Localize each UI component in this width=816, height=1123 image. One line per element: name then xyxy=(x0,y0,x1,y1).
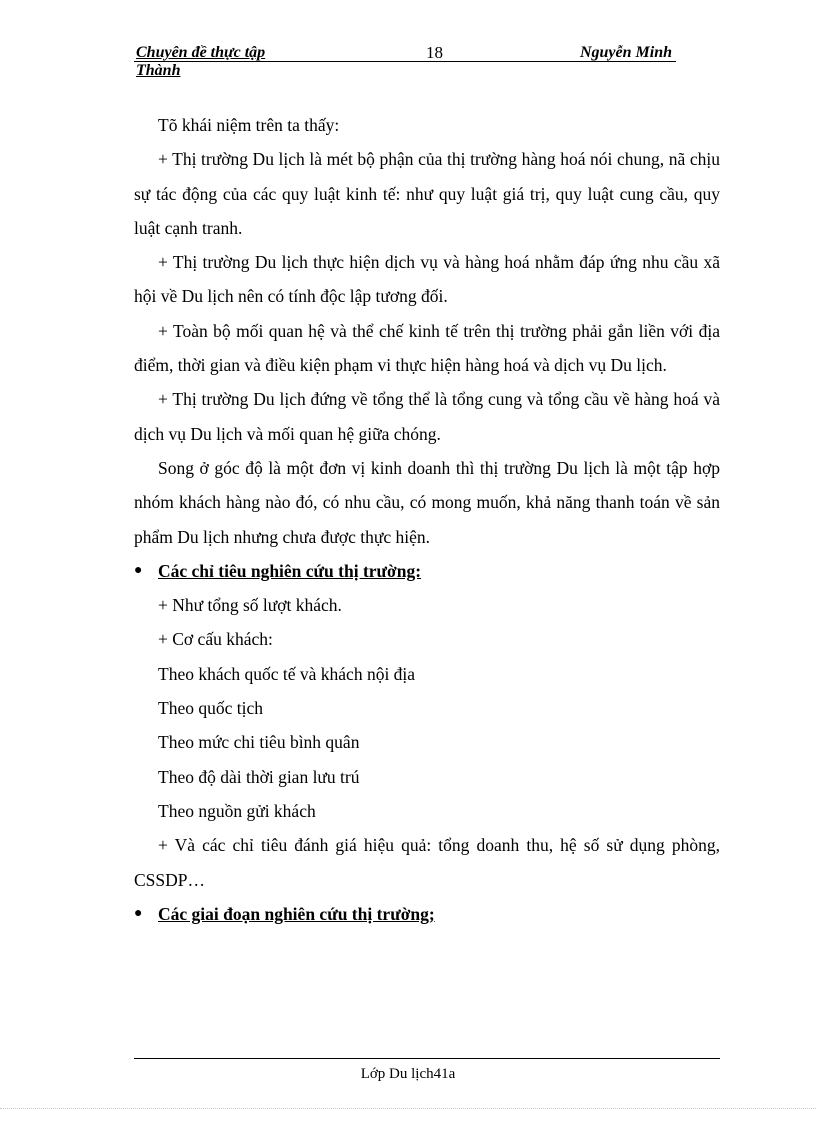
header-author: Nguyễn Minh xyxy=(579,44,672,61)
list-item: Theo nguồn gửi khách xyxy=(158,800,316,821)
paragraph: + Thị trường Du lịch thực hiện dịch vụ và hàng hoá nhằm đáp ứng nhu cầu xã hội về Du lịch nên có tính độc lập tương đối. xyxy=(134,252,720,307)
page-edge-divider xyxy=(0,1108,816,1109)
paragraph: Tõ khái niệm trên ta thấy: xyxy=(158,115,340,135)
list-item: + Như tổng số lượt khách. xyxy=(158,595,342,616)
header-title: Chuyên đề thực tập xyxy=(136,44,266,61)
section-heading-stages xyxy=(134,897,720,931)
document-body xyxy=(134,108,720,931)
header-author-continued: Thành xyxy=(136,62,181,79)
section-heading: Các giai đoạn nghiên cứu thị trường; xyxy=(158,903,435,924)
paragraph: + Toàn bộ mối quan hệ và thể chế kinh tế trên thị trường phải gắn liền với địa điểm, thời gian và điều kiện phạm vi thực hiện hàng hoá và dịch vụ Du lịch. xyxy=(134,320,720,376)
paragraph: + Thị trường Du lịch là mét bộ phận của thị trường hàng hoá nói chung, nã chịu sự tác động của các quy luật kinh tế: như quy luật giá trị, quy luật cung cầu, quy luật cạnh tranh. xyxy=(134,149,720,238)
page-number: 18 xyxy=(426,43,443,62)
section-heading: Các chỉ tiêu nghiên cứu thị trường: xyxy=(158,560,422,581)
list-item: Theo quốc tịch xyxy=(158,698,263,719)
list-item: Theo mức chi tiêu bình quân xyxy=(158,732,360,753)
list-item: + Cơ cấu khách: xyxy=(158,629,273,650)
paragraph: + Thị trường Du lịch đứng về tổng thể là tổng cung và tổng cầu về hàng hoá và dịch vụ Du lịch và mối quan hệ giữa chóng. xyxy=(134,389,720,444)
paragraph: + Và các chỉ tiêu đánh giá hiệu quả: tổng doanh thu, hệ số sử dụng phòng, CSSDP… xyxy=(134,835,720,890)
list-item: Theo khách quốc tế và khách nội địa xyxy=(158,663,416,684)
paragraph: Song ở góc độ là một đơn vị kinh doanh thì thị trường Du lịch là một tập hợp nhóm khách hàng nào đó, có nhu cầu, có mong muốn, khả năng thanh toán về sản phẩm Du lịch nhưng chưa được thực hiện. xyxy=(134,457,720,547)
bullet-icon: ● xyxy=(134,562,143,578)
page-header xyxy=(134,41,676,62)
footer-divider xyxy=(134,1058,720,1059)
bullet-icon: ● xyxy=(134,905,143,921)
list-item: Theo độ dài thời gian lưu trú xyxy=(158,766,360,787)
footer-class-label: Lớp Du lịch41a xyxy=(360,1066,456,1082)
section-heading-indicators xyxy=(134,554,720,588)
